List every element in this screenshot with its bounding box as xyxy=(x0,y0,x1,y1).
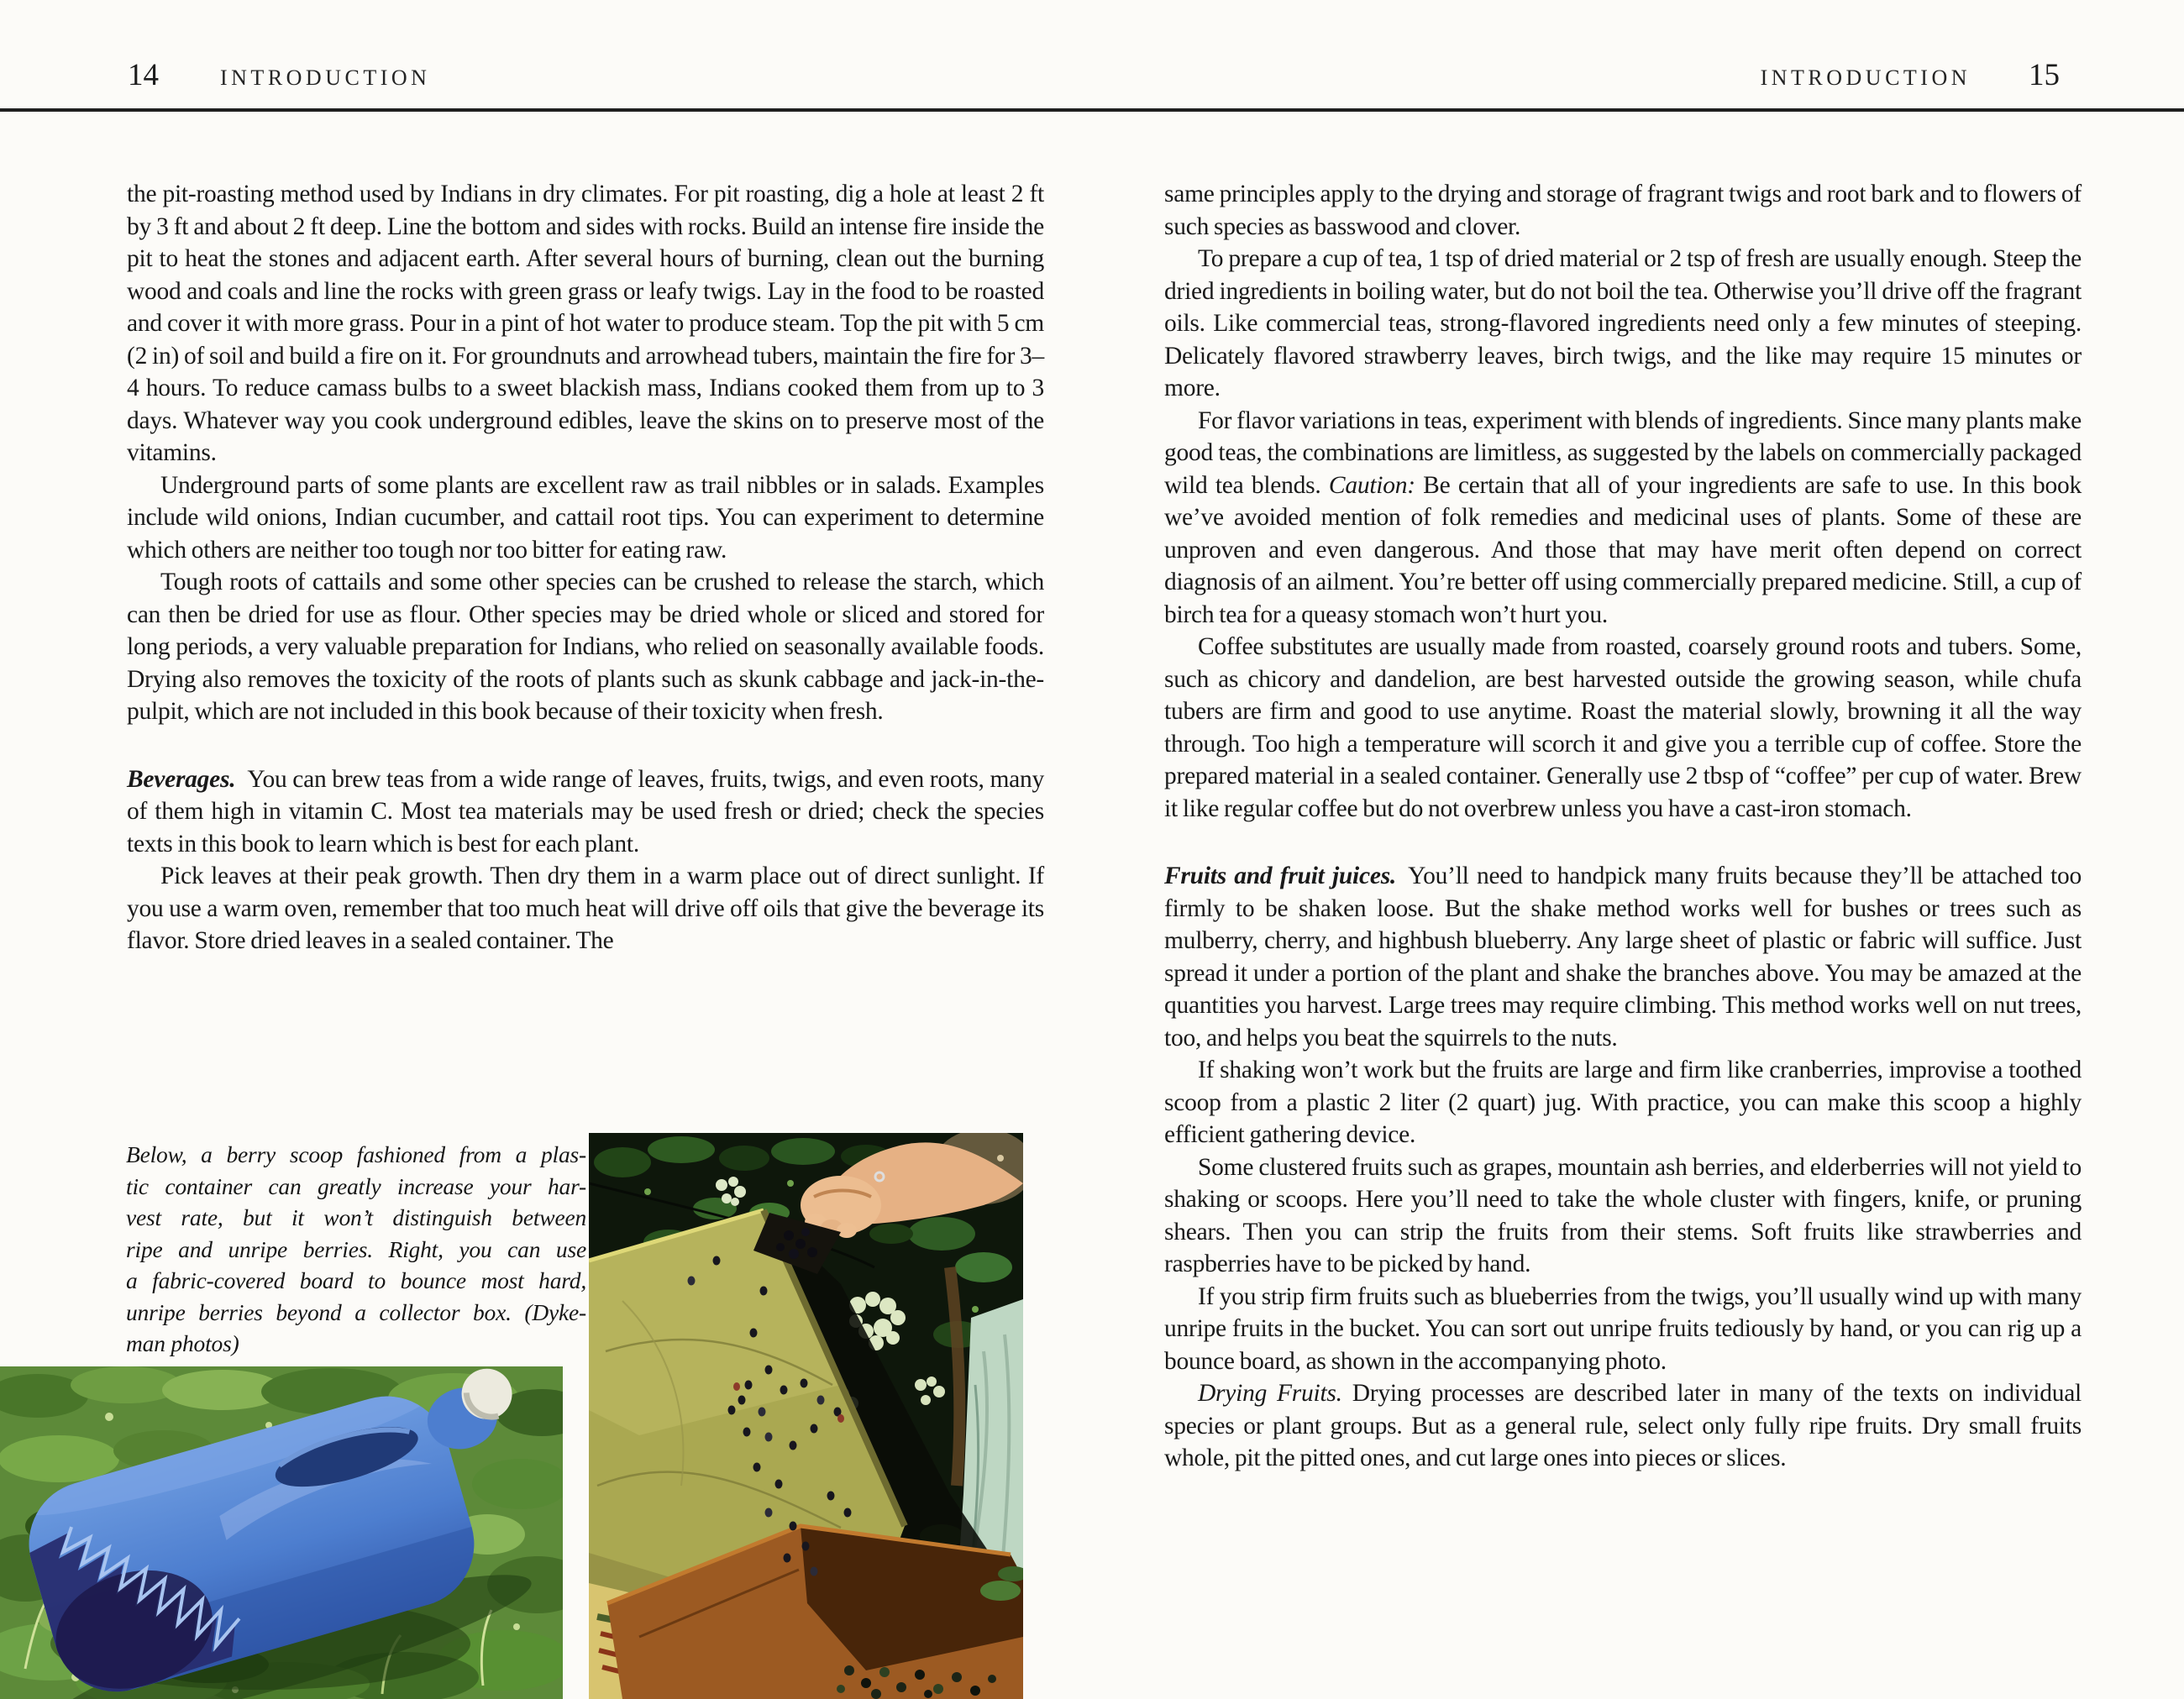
paragraph xyxy=(127,469,1044,567)
bounce-board-photo xyxy=(589,1133,1023,1699)
paragraph xyxy=(1164,1281,2082,1378)
caption-line: unripe berries beyond a collector box. (Dyke- xyxy=(126,1298,586,1325)
paragraph xyxy=(127,566,1044,728)
paragraph xyxy=(1164,1054,2082,1151)
paragraph xyxy=(1164,243,2082,405)
body-text: the pit-roasting method used by Indians in dry climates. For pit roasting, dig a hole at least 2 ft by 3 ft and about 2 ft deep. Line the bottom and sides with rocks. Build an intense fire inside the pit to heat the stones and adjacent earth. After several hours of burning, clean out the burning wood and coals and line the rocks with green grass or leafy twigs. Lay in the food to be roasted and cover it with more grass. Pour in a pint of hot water to produce steam. Top the pit with 5 cm (2 in) of soil and build a fire on it. For groundnuts and arrowhead tubers, maintain the fire for 3–4 hours. To reduce camass bulbs to a sweet blackish mass, Indians cooked them from up to 3 days. Whatever way you cook underground edibles, leave the skins on to preserve most of the vitamins. xyxy=(127,181,1044,466)
paragraph xyxy=(127,178,1044,469)
paragraph xyxy=(1164,631,2082,825)
berry-scoop-photo xyxy=(0,1366,563,1699)
running-head-right: INTRODUCTION xyxy=(1760,66,1971,90)
emphasized-text: Drying Fruits. xyxy=(1198,1380,1342,1407)
body-text: Underground parts of some plants are excellent raw as trail nibbles or in salads. Examples include wild onions, Indian cucumber, and cattail root tips. You can experiment to determine which others are neither too tough nor too bitter for eating raw. xyxy=(127,471,1044,564)
page-number-left: 14 xyxy=(128,58,159,92)
berry-scoop-photo-art xyxy=(0,1366,563,1699)
body-text: For flavor variations in teas, experiment with blends of ingredients. Since many plants make good teas, the combinations are limitless, as suggested by the labels on commercially packaged wild tea blends. xyxy=(1164,406,2082,499)
caption-line: man photos) xyxy=(126,1330,239,1356)
body-text: Tough roots of cattails and some other species can be crushed to release the starch, which can then be dried for use as flour. Other species may be dried whole or sliced and stored for long periods, a very valuable preparation for Indians, who relied on seasonally available foods. Drying also removes the toxicity of the roots of plants such as skunk cabbage and jack-in-the-pulpit, which are not included in this book because of their toxicity when fresh. xyxy=(127,569,1044,725)
paragraph xyxy=(1164,178,2082,243)
body-text: Be certain that all of your ingredients are safe to use. In this book we’ve avoided mention of folk remedies and medicinal uses of plants. Some of these are unproven and even dangerous. And those that may have merit often depend on correct diagnosis of an ailment. You’re better off using commercially prepared medicine. Still, a cup of birch tea for a queasy stomach won’t hurt you. xyxy=(1164,471,2082,628)
caption-line: vest rate, but it won’t distinguish between xyxy=(126,1204,586,1230)
emphasized-text: Beverages. xyxy=(127,765,236,793)
caption-line: tic container can greatly increase your har- xyxy=(126,1172,586,1199)
paragraph xyxy=(127,763,1044,861)
body-text: You’ll need to handpick many fruits because they’ll be attached too firmly to be shaken loose. But the shake method works well for bushes or trees such as mulberry, cherry, and highbush blueberry. Any large sheet of plastic or fabric will suffice. Just spread it under a portion of the plant and shake the branches above. You may be amazed at the quantities you harvest. Large trees may require climbing. This method works well on nut trees, too, and helps you beat the squirrels to the nuts. xyxy=(1164,863,2082,1051)
paragraph xyxy=(1164,860,2082,1054)
caption-line: ripe and unripe berries. Right, you can use xyxy=(126,1235,586,1262)
body-text: Pick leaves at their peak growth. Then dry them in a warm place out of direct sunlight. If you use a warm oven, remember that too much heat will drive off oils that give the beverage its flavor. Store dried leaves in a sealed container. The xyxy=(127,863,1044,954)
emphasized-text: Fruits and fruit juices. xyxy=(1164,863,1397,889)
body-text: If you strip firm fruits such as blueberries from the twigs, you’ll usually wind up with many unripe fruits in the bucket. You can sort out unripe fruits tediously by hand, or you can rig up a bounce board, as shown in the accompanying photo. xyxy=(1164,1282,2082,1375)
body-text: same principles apply to the drying and storage of fragrant twigs and root bark and to flowers of such species as basswood and clover. xyxy=(1164,181,2082,240)
running-head-left: INTRODUCTION xyxy=(220,66,431,90)
right-text-column xyxy=(1164,178,2082,1475)
paragraph xyxy=(1164,1151,2082,1281)
body-text: Coffee substitutes are usually made from roasted, coarsely ground roots and tubers. Some, such as chicory and dandelion, are best harvested outside the growing season, while chufa tubers are firm and good to use anytime. Roast the material slowly, browning it all the way through. Too high a temperature will scorch it and give you a terrible cup of coffee. Store the prepared material in a sealed container. Generally use 2 tbsp of “coffee” per cup of water. Brew it like regular coffee but do not overbrew unless you have a cast-iron stomach. xyxy=(1164,633,2082,822)
caption-line: Below, a berry scoop fashioned from a plas- xyxy=(126,1141,586,1167)
page-number-right: 15 xyxy=(2029,58,2060,92)
bounce-board-photo-art xyxy=(589,1133,1023,1699)
caption-line: a fabric-covered board to bounce most hard, xyxy=(126,1267,586,1293)
body-text: To prepare a cup of tea, 1 tsp of dried material or 2 tsp of fresh are usually enough. Steep the dried ingredients in boiling water, but do not boil the tea. Otherwise you’ll drive off the fragrant oils. Like commercial teas, strong-flavored ingredients need only a few minutes of steeping. Delicately flavored strawberry leaves, birch twigs, and the like may require 15 minutes or more. xyxy=(1164,245,2082,401)
left-text-column xyxy=(127,178,1044,957)
paragraph xyxy=(1164,405,2082,632)
emphasized-text: Caution: xyxy=(1328,471,1415,499)
header-rule xyxy=(0,108,2184,112)
paragraph xyxy=(1164,1377,2082,1475)
body-text: If shaking won’t work but the fruits are large and firm like cranberries, improvise a toothed scoop from a plastic 2 liter (2 quart) jug. With practice, you can make this scoop a highly efficient gathering device. xyxy=(1164,1057,2082,1148)
body-text: Some clustered fruits such as grapes, mountain ash berries, and elderberries will not yield to shaking or scoops. Here you’ll need to take the whole cluster with fingers, knife, or pruning shears. Then you can strip the fruits from their stems. Soft fruits like strawberries and raspberries have to be picked by hand. xyxy=(1164,1153,2082,1277)
paragraph xyxy=(127,860,1044,957)
photo-caption xyxy=(126,1139,586,1360)
body-text: Drying processes are described later in many of the texts on individual species or plant groups. But as a general rule, select only fully ripe fruits. Dry small fruits whole, pit the pitted ones, and cut large ones into pieces or slices. xyxy=(1164,1380,2082,1471)
body-text: You can brew teas from a wide range of leaves, fruits, twigs, and even roots, many of them high in vitamin C. Most tea materials may be used fresh or dried; check the species texts in this book to learn which is best for each plant. xyxy=(127,765,1044,857)
